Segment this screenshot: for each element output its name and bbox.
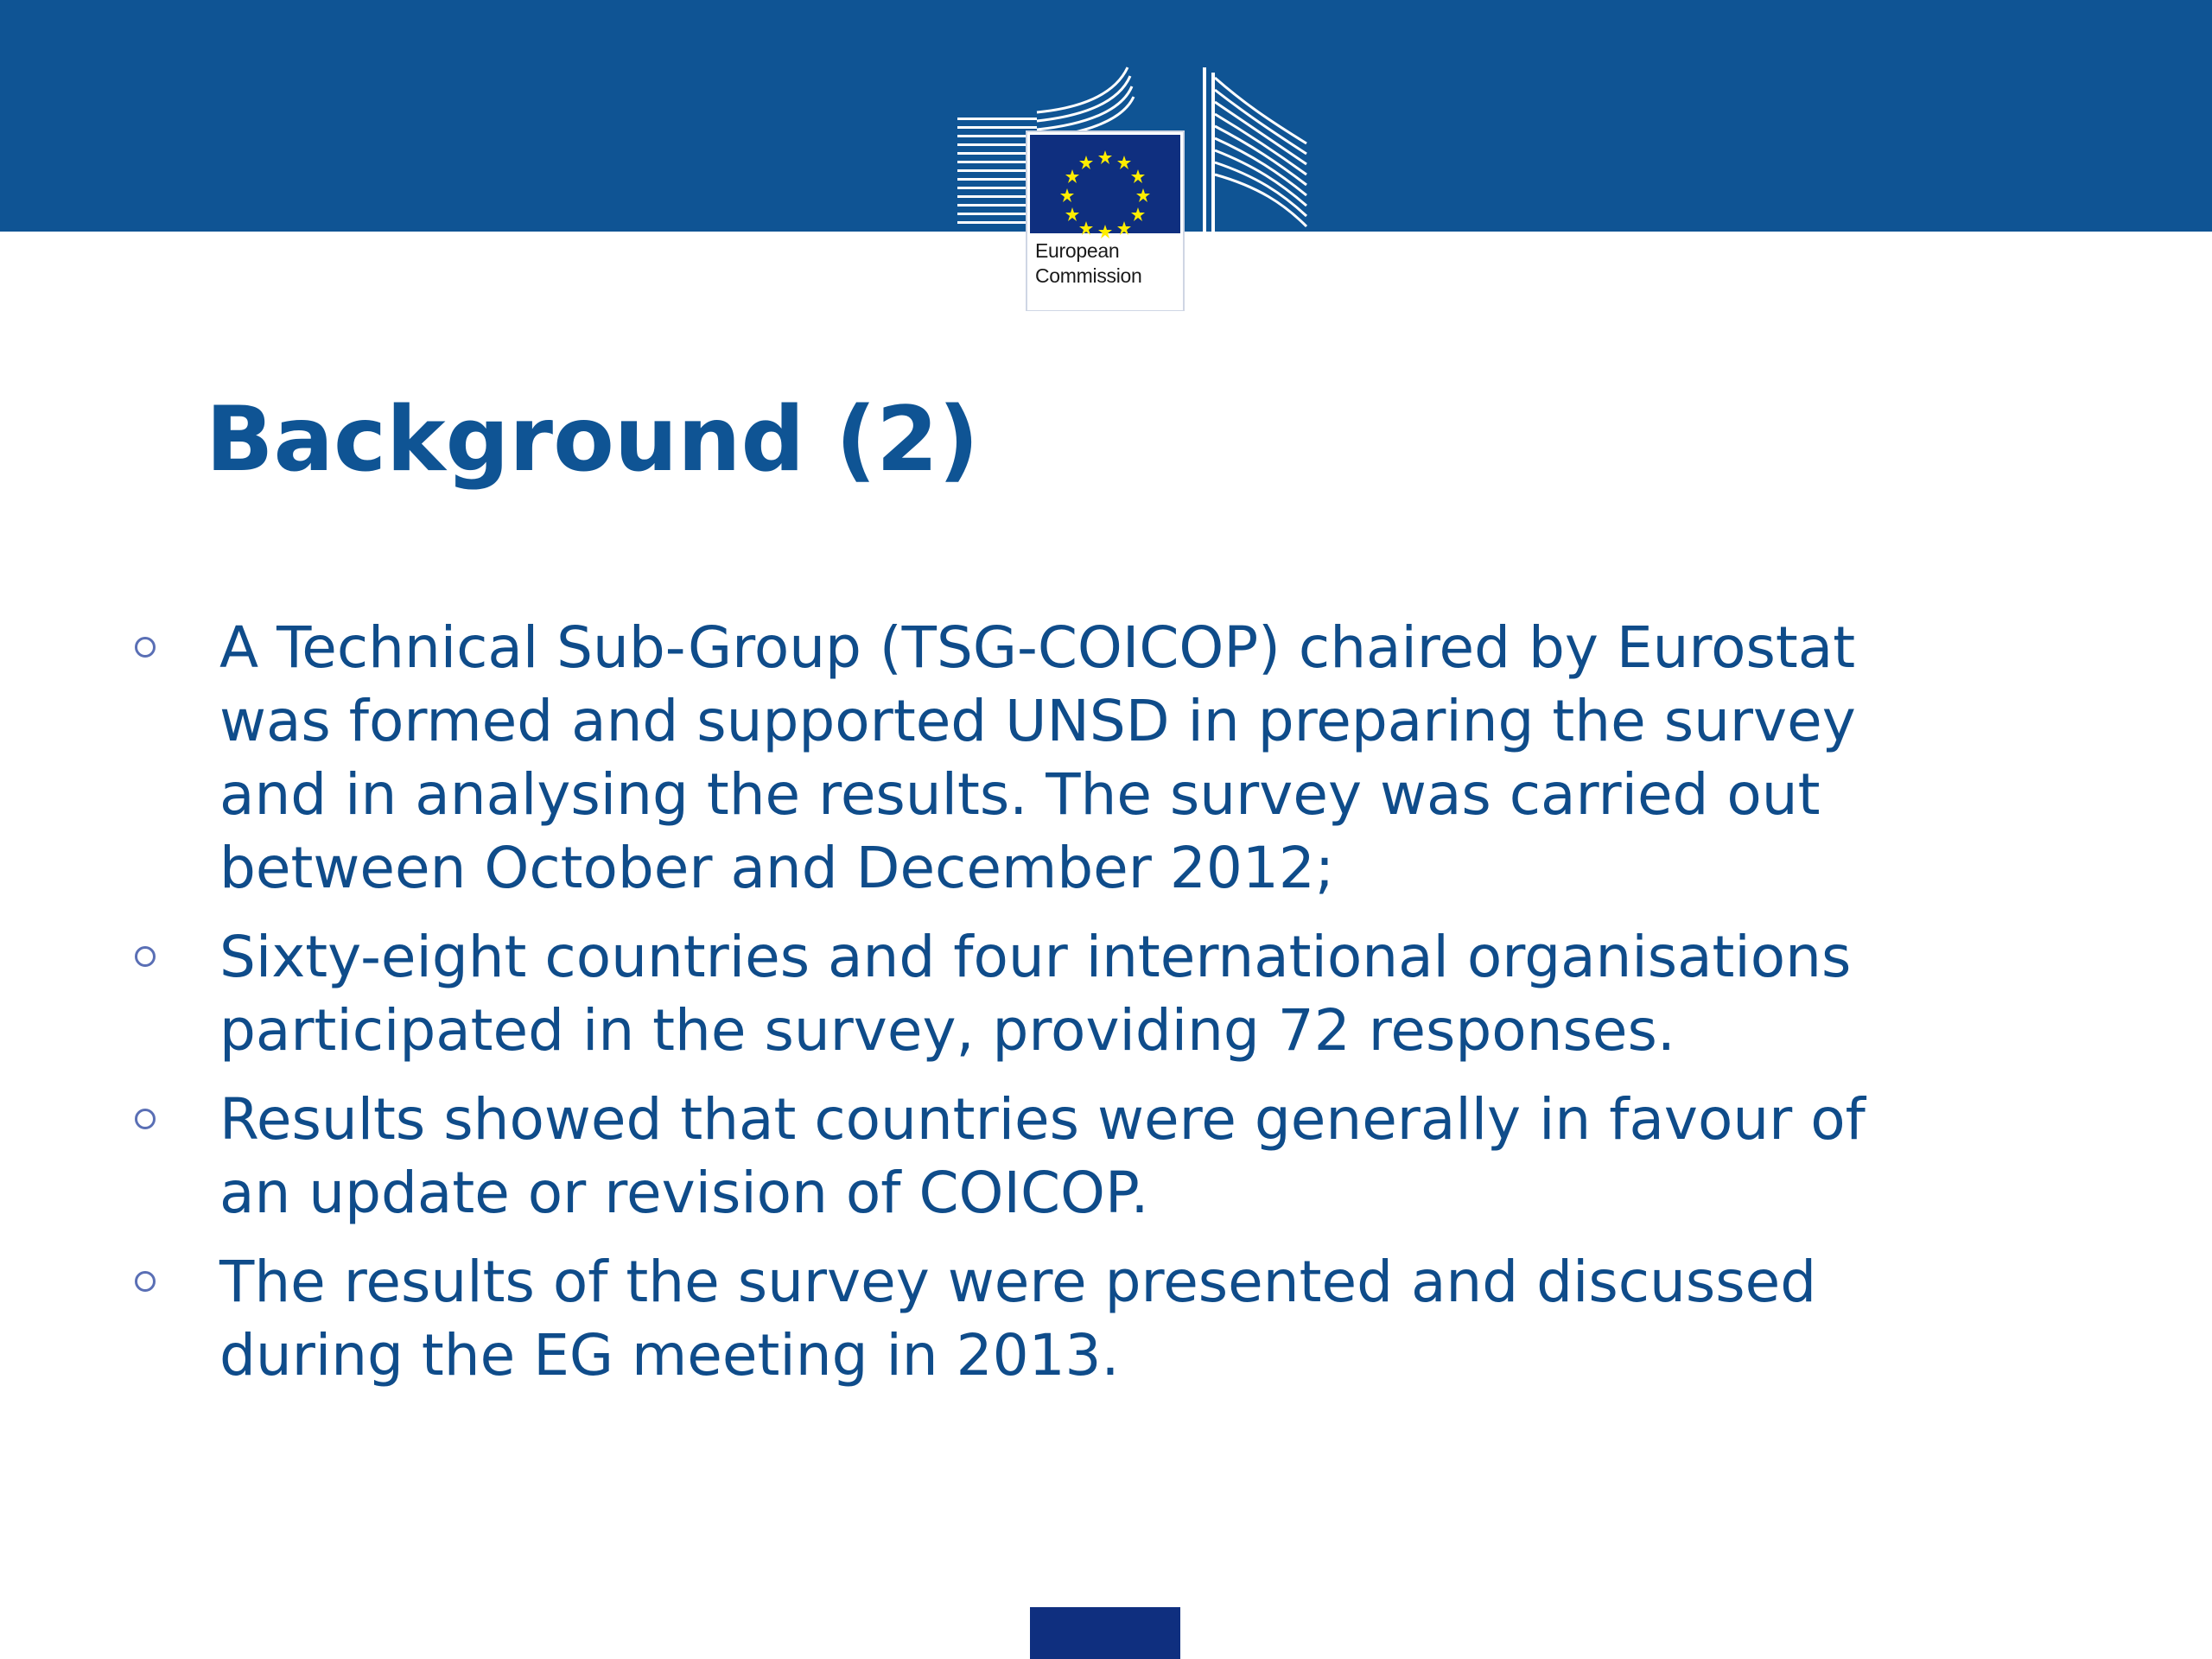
bullet-line: A Technical Sub-Group (TSG-COICOP) chaired by Eurostat xyxy=(219,614,1856,681)
bullet-line: participated in the survey, providing 72 responses. xyxy=(219,997,1675,1064)
bullet-line: and in analysing the results. The survey was carried out xyxy=(219,761,1821,828)
bullet-item xyxy=(130,611,2117,905)
bullet-line: an update or revision of COICOP. xyxy=(219,1160,1149,1226)
eu-flag-footer xyxy=(1030,1607,1180,1659)
bullet-item xyxy=(130,1245,2117,1392)
bullet-item xyxy=(130,1083,2117,1230)
circle-bullet-icon xyxy=(135,1271,156,1292)
slide-title: Background (2) xyxy=(206,388,979,492)
circle-bullet-icon xyxy=(135,637,156,658)
bullet-list xyxy=(130,611,2117,1408)
bullet-line: was formed and supported UNSD in preparing the survey xyxy=(219,688,1856,754)
logo-line-2: Commission xyxy=(1035,264,1142,287)
bullet-line: Sixty-eight countries and four international organisations xyxy=(219,924,1852,990)
circle-bullet-icon xyxy=(135,946,156,967)
circle-bullet-icon xyxy=(135,1109,156,1129)
bullet-line: during the EG meeting in 2013. xyxy=(219,1322,1120,1389)
logo-wordmark xyxy=(1035,238,1182,289)
bullet-line: Results showed that countries were generally in favour of xyxy=(219,1086,1866,1153)
bullet-line: between October and December 2012; xyxy=(219,835,1335,901)
logo-line-1: European xyxy=(1035,239,1120,262)
bullet-line: The results of the survey were presented and discussed xyxy=(219,1249,1817,1315)
bullet-item xyxy=(130,920,2117,1067)
